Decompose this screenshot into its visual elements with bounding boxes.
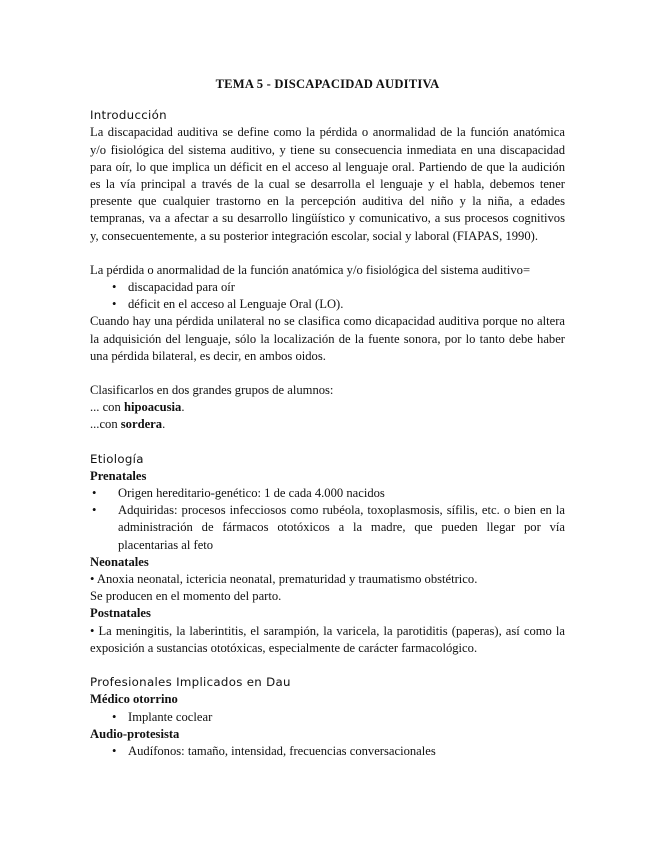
group-suffix: . [162, 417, 166, 432]
intro-paragraph-1: La discapacidad auditiva se define como la pérdida o anormalidad de la función anatómica y/o fisiológica del sistema auditivo, y tiene su consecuencia inmediata en una discapacidad para oír, lo que implica un déficit en el acceso al lenguaje oral. Partiendo de que la audición es la vía principal a través de la cual se desarrolla el lenguaje y el habla, debemos tener presente que cualquier trastorno en la percepción auditiva del niño y la niña, a edades tempranas, va a afectar a su desarrollo lingüístico y comunicativo, a sus procesos cognitivos y, consecuentemente, a su posterior integración escolar, social y laboral (FIAPAS, 1990). [90, 125, 565, 243]
group-prefix: ... con [90, 400, 124, 415]
list-item: • Audífonos: tamaño, intensidad, frecuencias conversacionales [90, 743, 565, 760]
document-title: TEMA 5 - DISCAPACIDAD AUDITIVA [215, 77, 440, 91]
neonatales-label: Neonatales [90, 554, 149, 569]
audio-list [90, 743, 565, 760]
prenatales-list [90, 485, 565, 554]
audio-label: Audio-protesista [90, 726, 180, 741]
intro-heading: Introducción [90, 108, 167, 123]
group-term: sordera [120, 417, 163, 432]
spacer [90, 245, 565, 262]
list-item: • déficit en el acceso al Lenguaje Oral (LO). [90, 296, 565, 313]
spacer [90, 365, 565, 382]
spacer [90, 657, 565, 674]
intro-paragraph-2: La pérdida o anormalidad de la función anatómica y/o fisiológica del sistema auditivo= [90, 262, 531, 277]
group-prefix: ...con [90, 417, 121, 432]
group-sordera [90, 416, 565, 433]
list-item: • Implante coclear [90, 709, 565, 726]
group-hipoacusia [90, 399, 565, 416]
medico-list [90, 709, 565, 726]
list-item: • Origen hereditario-genético: 1 de cada 4.000 nacidos [90, 485, 565, 502]
list-item: • discapacidad para oír [90, 279, 565, 296]
neonatales-line-2: Se producen en el momento del parto. [90, 589, 282, 604]
postnatales-text: • La meningitis, la laberintitis, el sarampión, la varicela, la parotiditis (paperas), así como la exposición a sustancias ototóxicas, especialmente de carácter farmacológico. [90, 623, 565, 655]
profesionales-heading: Profesionales Implicados en Dau [90, 675, 291, 690]
intro-paragraph-4: Clasificarlos en dos grandes grupos de alumnos: [90, 383, 334, 398]
group-suffix: . [181, 400, 185, 415]
medico-label: Médico otorrino [90, 692, 178, 707]
group-term: hipoacusia [123, 400, 182, 415]
spacer [90, 434, 565, 451]
list-item: • Adquiridas: procesos infecciosos como rubéola, toxoplasmosis, sífilis, etc. o bien en la administración de fármacos ototóxicos a la madre, que pueden llegar por vía placentarias al feto [90, 502, 565, 554]
intro-paragraph-3: Cuando hay una pérdida unilateral no se clasifica como dicapacidad auditiva porque no altera la adquisición del lenguaje, sólo la localización de la fuente sonora, por lo tanto debe haber una pérdida bilateral, es decir, en ambos oidos. [90, 314, 565, 363]
neonatales-line-1: • Anoxia neonatal, ictericia neonatal, prematuridad y traumatismo obstétrico. [90, 572, 478, 587]
postnatales-label: Postnatales [90, 606, 151, 621]
etiologia-heading: Etiología [90, 451, 144, 466]
intro-bullet-list [90, 279, 565, 313]
prenatales-label: Prenatales [90, 468, 147, 483]
